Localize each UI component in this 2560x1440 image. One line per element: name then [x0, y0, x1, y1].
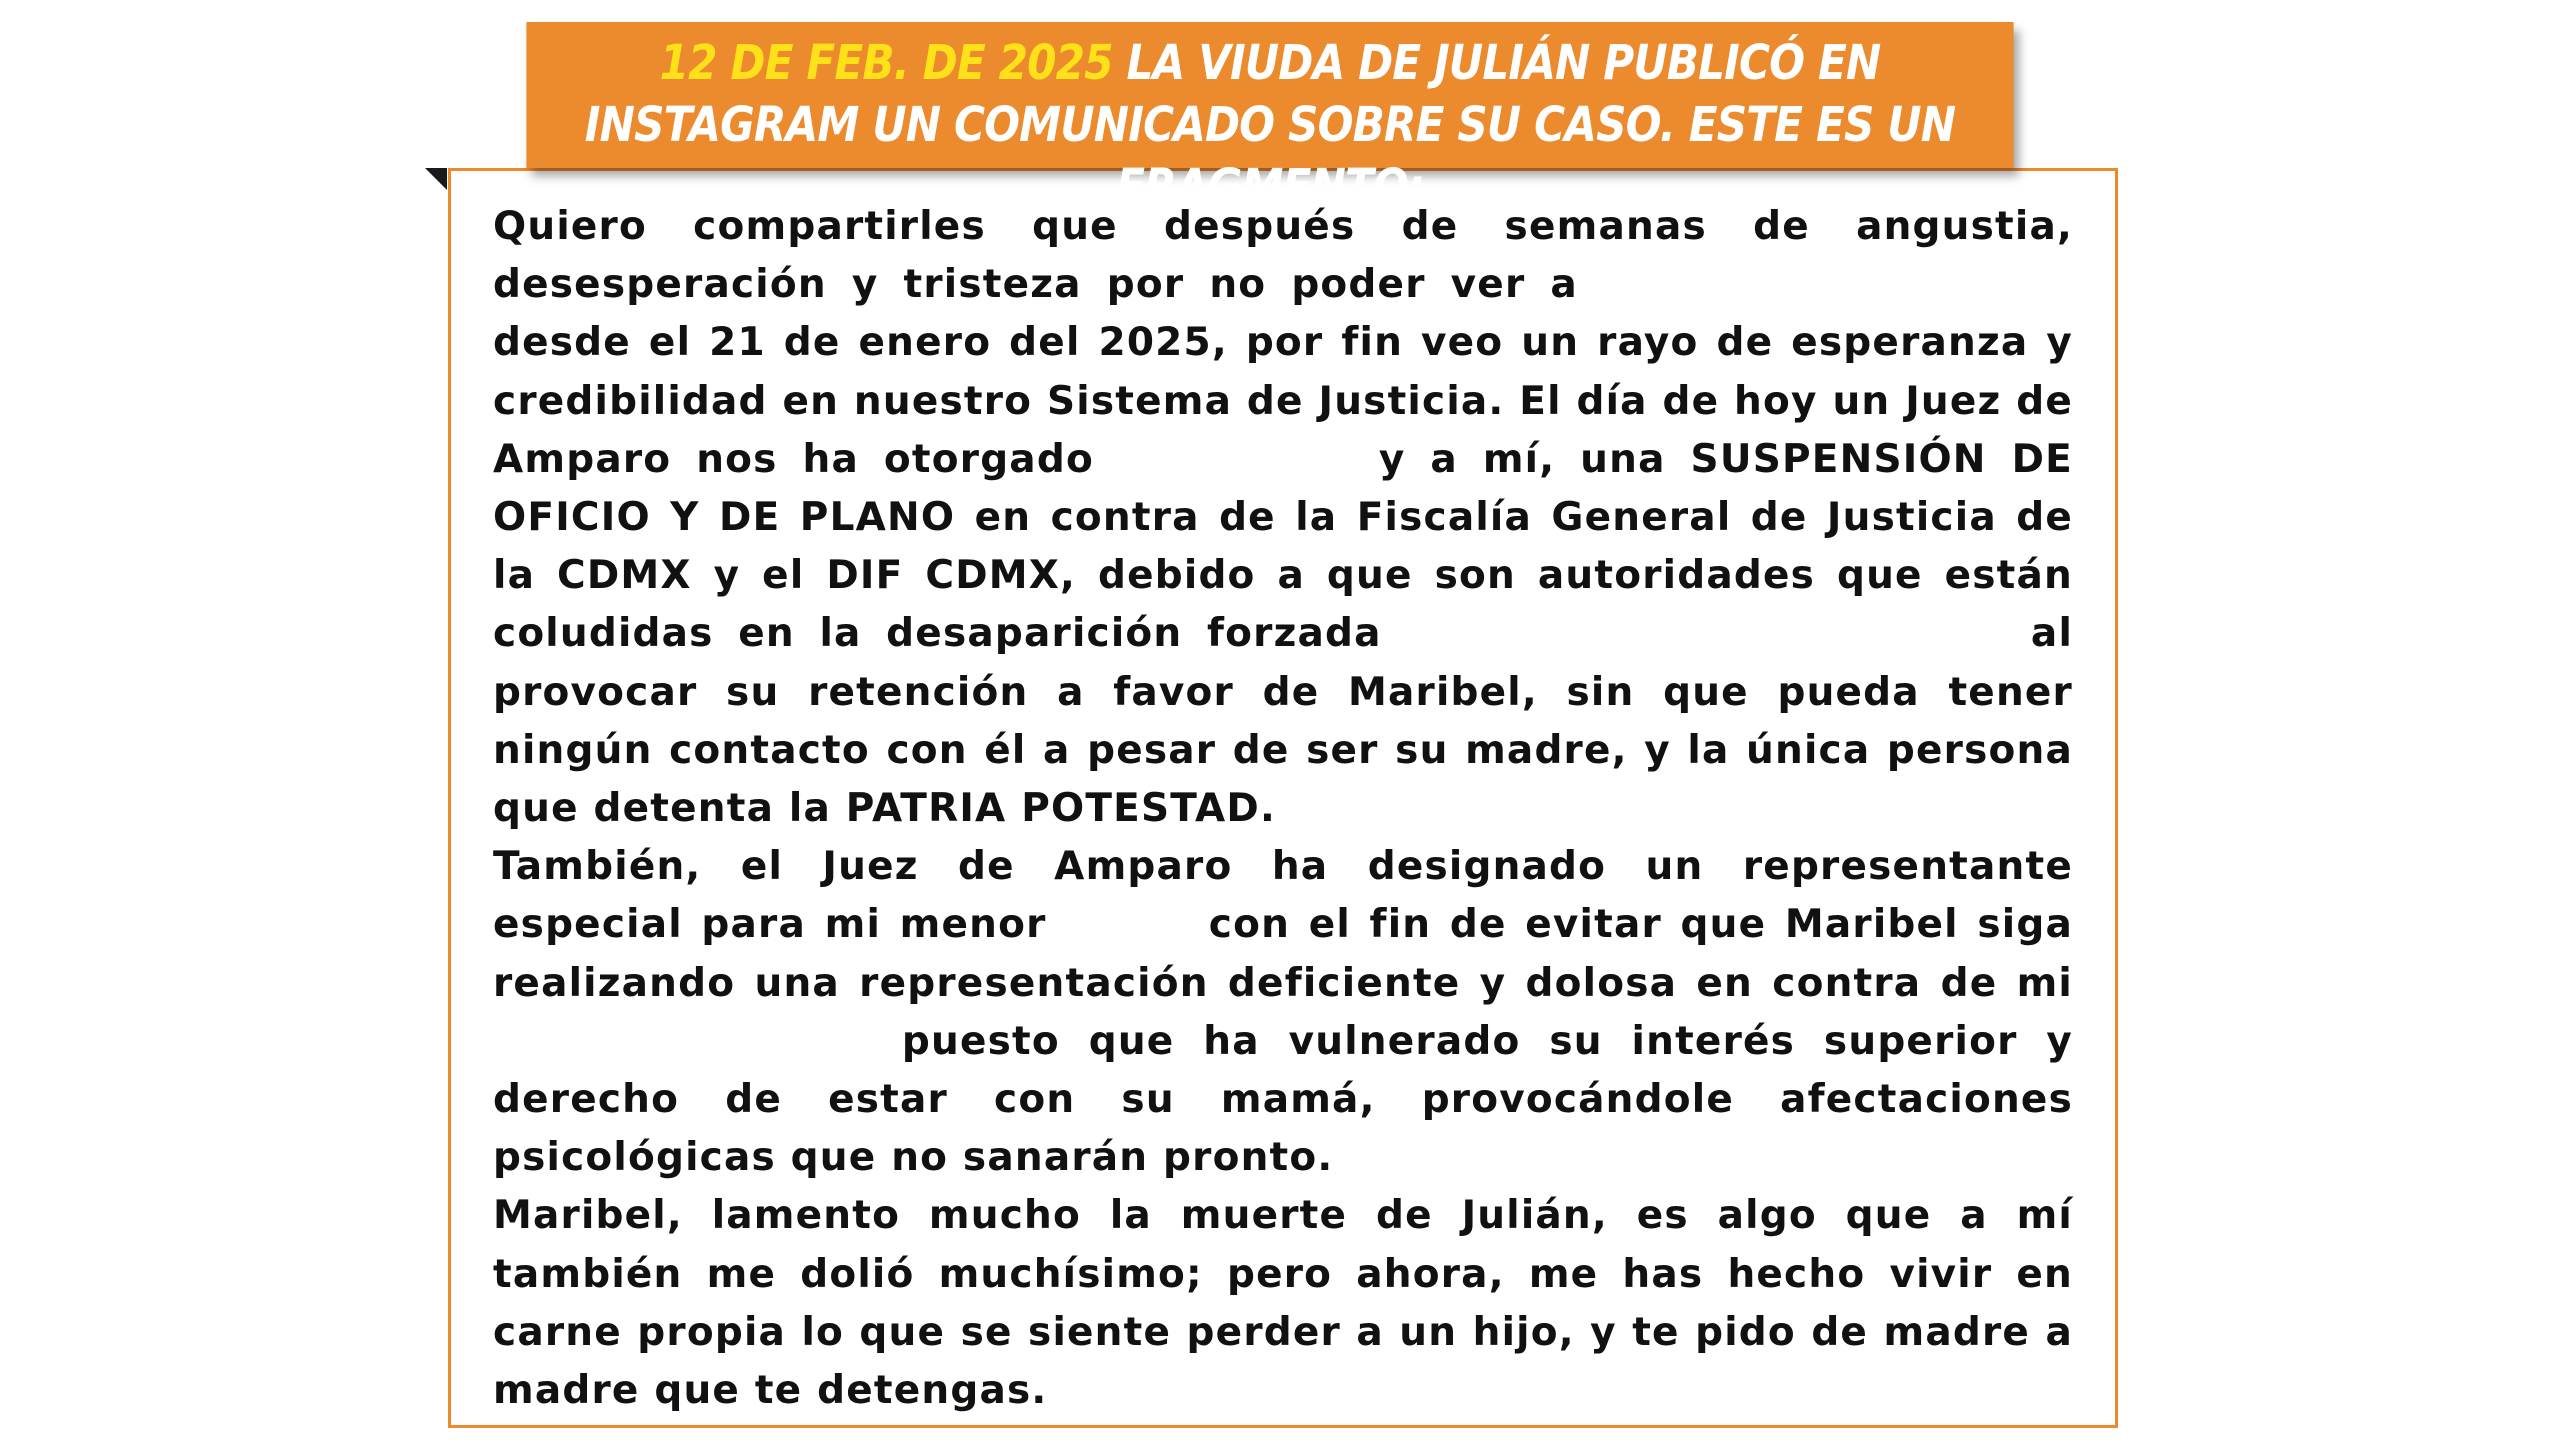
statement-p1-b: desde el 21 de enero del 2025, por fin veo un rayo de esperanza y credibilidad en nuestro Sistema de Justicia. El día de hoy un Juez de Amparo nos ha otorgado: [493, 320, 2073, 482]
banner-fold-corner: [425, 168, 447, 190]
statement-paragraph-2: [493, 838, 2073, 1187]
statement-p1-c: y a mí, una SUSPENSIÓN DE OFICIO Y DE PLANO en contra de la Fiscalía General de Justicia de la CDMX y el DIF CDMX, debido a que son autoridades que están coludidas en la desaparición forzada: [493, 436, 2073, 657]
headline-text: LA VIUDA DE JULIÁN PUBLICÓ EN INSTAGRAM UN COMUNICADO SOBRE SU CASO. ESTE ES UN FRAGMENTO:: [584, 35, 1956, 215]
statement-paragraph-1: [493, 198, 2073, 838]
headline-banner: [526, 22, 2013, 215]
statement-p2-b: con el fin de evitar que Maribel siga realizando una representación deficiente y dolosa en contra de mi: [493, 902, 2073, 1006]
headline-date: 12 DE FEB. DE 2025: [659, 35, 1113, 91]
statement-paragraph-3: Maribel, lamento mucho la muerte de Julián, es algo que a mí también me dolió muchísimo; pero ahora, me has hecho vivir en carne propia lo que se siente perder a un hijo, y te pido de madre a madre que te detengas.: [493, 1193, 2073, 1414]
statement-p2-c: puesto que ha vulnerado su interés superior y derecho de estar con su mamá, provocándole afectaciones psicológicas que no sanarán pronto.: [493, 1018, 2073, 1181]
statement-p1-a: Quiero compartirles que después de semanas de angustia, desesperación y tristeza por no poder ver a: [493, 204, 2073, 308]
statement-text: [493, 198, 2073, 1420]
statement-p1-d: al provocar su retención a favor de Maribel, sin que pueda tener ningún contacto con él a pesar de ser su madre, y la única persona que detenta la PATRIA POTESTAD.: [493, 611, 2074, 832]
statement-p2-a: También, el Juez de Amparo ha designado un representante especial para mi menor: [493, 844, 2073, 948]
